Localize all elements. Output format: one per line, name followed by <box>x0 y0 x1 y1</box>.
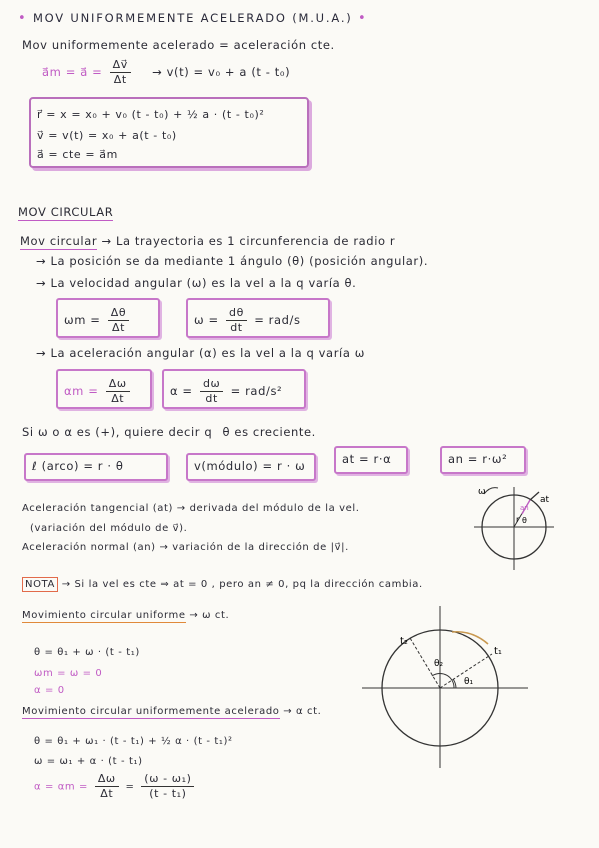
tangential-accel-line: Aceleración tangencial (at) → derivada del módulo de la vel. <box>22 503 360 514</box>
alpha-numerator: dω <box>200 377 223 392</box>
mcua-alpha-label: α = αm = <box>34 781 89 793</box>
fig1-omega-label: ω <box>478 487 486 497</box>
wm-denominator: Δt <box>112 320 126 334</box>
mcua-frac1-den: Δt <box>100 786 114 800</box>
mcua-frac1-num: Δω <box>95 772 119 787</box>
circle-figure-2 <box>360 604 530 770</box>
bullet-dot: • <box>358 11 368 26</box>
alpha-label: α = <box>170 383 193 398</box>
circular-line1 <box>20 236 395 248</box>
alpha-box <box>162 369 306 409</box>
circular-heading-text: MOV CIRCULAR <box>18 205 114 219</box>
w-formula <box>194 306 301 335</box>
fig2-theta2-label: θ₂ <box>434 659 444 669</box>
circular-term: Mov circular <box>20 234 98 248</box>
am-numerator: Δv⃗ <box>110 58 131 73</box>
mcu-eq-alpha: α = 0 <box>34 685 65 696</box>
wm-formula <box>64 306 132 335</box>
mcua-eq-omega: ω = ω₁ + α · (t - t₁) <box>34 756 143 767</box>
wm-fraction <box>108 306 129 335</box>
at-formula: at = r·α <box>342 452 392 466</box>
circular-heading <box>18 207 113 219</box>
normal-accel-line: Aceleración normal (an) → variación de la dirección de |v⃗|. <box>22 542 349 553</box>
mua-am-formula <box>42 58 290 87</box>
mcu-heading-text: Movimiento circular uniforme <box>22 610 186 621</box>
mcua-eq-alpha: α = αm = $\frac{\Delta\omega}{\Delta t}$ = $\frac{\text{(ω - ω₁)}}{\text{(t - t₁)}}$ <box>34 772 197 801</box>
circular-line3: → La velocidad angular (ω) es la vel a la q varía θ. <box>36 276 357 290</box>
v-of-t: → v(t) = v₀ + a (t - t₀) <box>152 64 291 79</box>
at-box <box>334 446 408 474</box>
mua-summary-box <box>29 97 309 168</box>
circular-line5 <box>22 427 316 439</box>
circular-line5-b: θ es creciente. <box>222 425 316 439</box>
am-denominator: Δt <box>113 72 127 86</box>
w-box <box>186 298 330 338</box>
alpha-m-denominator: Δt <box>111 391 125 405</box>
vmod-box <box>186 453 316 481</box>
mcu-heading <box>22 611 229 621</box>
circular-line2: → La posición se da mediante 1 ángulo (θ) (posición angular). <box>36 254 429 268</box>
mcua-fraction-2 <box>141 772 194 801</box>
an-box <box>440 446 526 474</box>
fig1-r-label: r <box>516 515 520 524</box>
mcua-fraction-1 <box>95 772 119 801</box>
circular-line1-text: → La trayectoria es 1 circunferencia de radio r <box>101 234 396 248</box>
mua-eq-velocity: v⃗ = v(t) = x₀ + a(t - t₀) <box>37 129 177 142</box>
alpha-m-label: αm = <box>64 383 99 398</box>
mcu-eq-theta: θ = θ₁ + ω · (t - t₁) <box>34 647 140 658</box>
fig2-t2-label: t₂ <box>400 636 408 647</box>
fig1-at-label: at <box>540 495 550 505</box>
wm-box <box>56 298 160 338</box>
mcua-heading-text: Movimiento circular uniformemente acelerado <box>22 706 280 717</box>
title-text: MOV UNIFORMEMENTE ACELERADO (M.U.A.) <box>32 11 353 25</box>
fig1-an-label: an <box>520 504 529 512</box>
mcua-heading <box>22 707 321 717</box>
mcu-eq-omega: ωm = ω = 0 <box>34 668 103 679</box>
wm-label: ωm = <box>64 312 101 327</box>
nota-label: NOTA <box>22 577 58 592</box>
tangential-accel-line2: (variación del módulo de v⃗). <box>30 523 188 534</box>
fig1-theta-label: θ <box>522 516 527 525</box>
am-label: a⃗m = a⃗ = <box>42 64 103 79</box>
w-denominator: dt <box>230 320 243 334</box>
mcua-frac2-num: (ω - ω₁) <box>141 772 194 787</box>
alpha-m-fraction <box>106 377 130 406</box>
alpha-m-formula <box>64 377 133 406</box>
w-label: ω = <box>194 312 219 327</box>
mcua-eq-theta: θ = θ₁ + ω₁ · (t - t₁) + ½ α · (t - t₁)² <box>34 736 233 747</box>
nota-text: → Si la vel es cte ⇒ at = 0 , pero an ≠ 0, pq la dirección cambia. <box>61 579 423 590</box>
fig2-theta1-label: θ₁ <box>464 677 474 687</box>
alpha-m-box <box>56 369 152 409</box>
alpha-formula <box>170 377 282 406</box>
circular-line5-a: Si ω o α es (+), quiere decir q <box>22 425 213 439</box>
page-title <box>18 12 368 25</box>
mua-eq-position: r⃗ = x = x₀ + v₀ (t - t₀) + ½ a · (t - t₀)² <box>37 108 265 121</box>
mcua-heading-tail: → α ct. <box>283 706 322 717</box>
nota-line <box>22 580 423 590</box>
w-numerator: dθ <box>226 306 247 321</box>
alpha-fraction <box>200 377 223 406</box>
fig1-at-vector <box>530 492 539 500</box>
arc-box <box>24 453 168 481</box>
w-fraction <box>226 306 247 335</box>
alpha-unit: = rad/s² <box>230 383 283 398</box>
an-formula: an = r·ω² <box>448 452 508 466</box>
fig1-omega-arrow <box>484 488 498 494</box>
bullet-dot: • <box>18 11 28 26</box>
w-unit: = rad/s <box>254 312 301 327</box>
alpha-m-numerator: Δω <box>106 377 130 392</box>
mua-definition: Mov uniformemente acelerado = aceleración cte. <box>22 38 335 52</box>
vmod-formula: v(módulo) = r · ω <box>194 459 306 473</box>
mua-eq-acceleration: a⃗ = cte = a⃗m <box>37 148 118 161</box>
mcua-frac2-den: (t - t₁) <box>149 786 187 800</box>
circle-figure-1 <box>464 482 564 572</box>
wm-numerator: Δθ <box>108 306 129 321</box>
mcu-heading-tail: → ω ct. <box>189 610 230 621</box>
alpha-denominator: dt <box>205 391 218 405</box>
fig2-t1-label: t₁ <box>494 646 502 657</box>
arc-formula: ℓ (arco) = r · θ <box>32 459 124 473</box>
circular-line4: → La aceleración angular (α) es la vel a la q varía ω <box>36 346 365 360</box>
am-fraction <box>110 58 131 87</box>
